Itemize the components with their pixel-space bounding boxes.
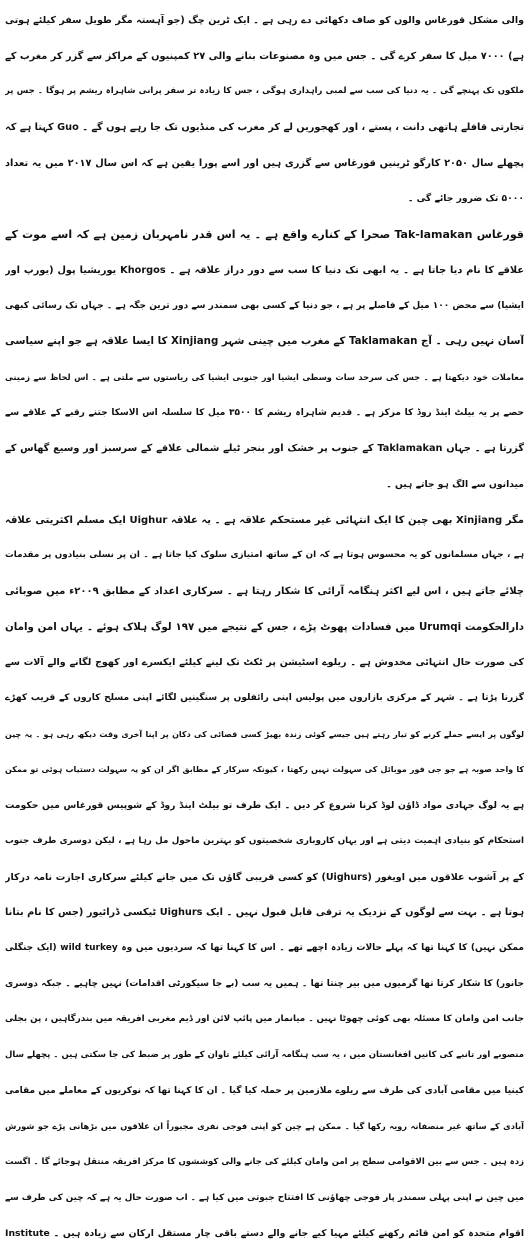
article-line: لوگوں پر ایسے حملے کرنے کو تیار رہتے ہیں جیسے کوئی زندہ بھیڑ کسی قصائی کی دکان پر اپنا آخری وقت دیکھ رہی ہو ۔ یہ چین [5,729,524,739]
article-line: آبادی کے ساتھ غیر منصفانہ رویہ رکھا گیا ۔ ممکن ہے چین کو اپنی فوجی نفری مجبوراً ان علاقوں میں بڑھانی پڑے جو شورش [5,1121,524,1132]
article-line: ممکن نہیں) کا کہنا تھا کہ پہلے حالات زیادہ اچھے تھے ۔ اس کا کہنا تھا کہ سردیوں میں وہ wild turkey (ایک جنگلی [5,942,524,953]
paragraph [5,217,524,503]
article-line: دارالحکومت Urumqi میں فسادات پھوٹ پڑے ، جس کے نتیجے میں ۱۹۷ لوگ ہلاک ہوئے ۔ یہاں امن وامان [5,620,524,633]
article-line: ۵۰۰۰ تک ضرور جائے گی ۔ [408,193,524,205]
article-line: گزرنا پڑتا ہے ۔ شہر کے مرکزی بازاروں میں پولیس اپنی رائفلوں پر سنگینیں لگائے اپنی مسلح کاروں کے قریب کھڑے [5,693,524,704]
article-line: ملکوں تک پہنچے گی ۔ یہ دنیا کی سب سے لمبی راہداری ہوگی ، جس کا زیادہ تر سفر پرانی شاہراہ ریشم پر ہوگا ۔ جس پر [5,86,524,97]
article-line: کے پر آشوب علاقوں میں اویغور (Uighurs) کو کسی قریبی گاؤں تک میں جانے کیلئے سرکاری اجازت نامہ درکار [5,871,524,883]
article-line: تجارتی قافلے ہاتھی دانت ، پستے ، اور کھجوریں لے کر مغرب کی منڈیوں تک جا رہے ہوں گے ۔ Guo کہتا ہے کہ [5,122,524,134]
article-line: ہوتا ہے ۔ بہت سے لوگوں کے نزدیک یہ ترقی قابل قبول نہیں ۔ ایک Uighurs ٹیکسی ڈرائیور (جس کا نام بتانا [5,907,524,919]
article-line: والی مشکل قورغاس والوں کو صاف دکھائی دے رہی ہے ۔ ایک ٹرین چگ (جو آہستہ مگر طویل سفر کیلئے ہوتی [5,15,524,26]
article-line: ایشیا) سے محض ۱۰۰ میل کے فاصلے پر ہے ، جو دنیا کے کسی بھی سمندر سے دور ترین جگہ ہے ۔ جہاں تک رسائی کبھی [5,300,524,311]
article-line: معاملات خود دیکھتا ہے ۔ جس کی سرحد سات وسطی ایشیا اور جنوبی ایشیا کی ریاستوں سے ملتی ہے ۔ اس لحاظ سے زمینی [5,371,524,382]
article-line: کا واحد صوبہ ہے جو جی فور موبائل کی سہولت نہیں رکھتا ، کیونکہ سرکار کے مطابق اگر ان کو یہ سہولت دستیاب ہوئی تو ممکن [5,765,524,775]
article-column [5,3,524,1252]
article-line: جانور) کا شکار کرتا تھا گرمیوں میں بیر چنتا تھا ۔ ہمیں یہ سب (بے جا سیکورٹی اقدامات) نہیں چاہیے ۔ جبکہ دوسری [5,978,524,989]
article-line: جانب امن وامان کا مسئلہ بھی کوئی چھوٹا نہیں ۔ میانمار میں پائپ لائن اور ڈیم مغربی افریقہ میں بندرگاہیں ، پن بجلی [5,1014,524,1025]
article-line: ہے) ۷۰۰۰ میل کا سفر کرے گی ۔ جس میں وہ مصنوعات بنانے والی ۲۷ کمپنیوں کے مراکز سے گزر کر مغرب کے [5,50,524,62]
paragraph [5,3,524,217]
article-line: علاقے کا نام دیا جاتا ہے ۔ یہ ابھی تک دنیا کا سب سے دور دراز علاقہ ہے ۔ Khorgos یوریشیا پول (یورپ اور [5,264,524,276]
article-line: پچھلے سال ۲۰۵۰ کارگو ٹرینیں قورغاس سے گزری ہیں اور اسے پورا یقین ہے کہ اس سال ۲۰۱۷ میں یہ تعداد [5,157,524,169]
article-line: حصے پر یہ بیلٹ اینڈ روڈ کا مرکز ہے ۔ قدیم شاہراہ ریشم کا ۳۵۰۰ میل کا سلسلہ اس الاسکا جتنے رقبے کے علاقے سے [5,407,524,418]
article-line: قورغاس Tak-lamakan صحرا کے کنارے واقع ہے ۔ یہ اس قدر نامہربان زمین ہے کہ اسے موت کے [5,228,524,242]
article-line: میں چین نے اپنی پہلی سمندر پار فوجی چھاؤنی کا افتتاح جبوتی میں کیا ہے ۔ اب صورت حال یہ ہے کہ چین کی طرف سے [5,1192,524,1203]
article-line: میدانوں سے الگ ہو جاتے ہیں ۔ [386,478,524,490]
paragraph [5,503,524,1252]
article-line: ہے ، جہاں مسلمانوں کو یہ محسوس ہوتا ہے کہ ان کے ساتھ امتیازی سلوک کیا جاتا ہے ۔ ان پر نسلی بنیادوں پر مقدمات [5,550,524,561]
article-line: چلائے جاتے ہیں ، اس لیے اکثر ہنگامہ آرائی کا شکار رہتا ہے ۔ سرکاری اعداد کے مطابق ۲۰۰۹ء میں صوبائی [5,586,524,597]
article-line: کی صورت حال انتہائی مخدوش ہے ۔ ریلوے اسٹیشن پر ٹکٹ تک لینے کیلئے ایکسرے اور کھوج لگانے والے آلات سے [5,657,524,669]
article-line: آسان نہیں رہی ۔ آج Taklamakan کے مغرب میں چینی شہر Xinjiang کا ایسا علاقہ ہے جو اپنے سیاسی [5,335,524,348]
article-line: مگر Xinjiang بھی چین کا ایک انتہائی غیر مستحکم علاقہ ہے ۔ یہ علاقہ Uighur ایک مسلم اکثریتی علاقہ [5,514,524,526]
article-line: کینیا میں مقامی آبادی کی طرف سے ریلوے ملازمین پر حملہ کیا گیا ۔ ان کا کہنا تھا کہ نوکریوں کے معاملے میں مقامی [5,1085,524,1096]
article-line: اقوام متحدہ کو امن قائم رکھنے کیلئے مہیا کیے جانے والے دستے باقی چار مستقل ارکان سے زیادہ ہیں ۔ Institute [5,1228,524,1240]
article-line: زدہ ہیں ۔ جس سے بین الاقوامی سطح پر امن وامان کیلئے کی جانے والی کوششوں کا مرکز افریقہ منتقل ہوجائے گا ۔ اگست [5,1157,524,1167]
article-line: استحکام کو بنیادی اہمیت دیتی ہے اور یہاں کاروباری شخصیتوں کو بہترین ماحول مل رہا ہے ، لیکن دوسری طرف جنوب [5,835,524,846]
article-line: گزرتا ہے ۔ جہاں Taklamakan کے جنوب پر خشک اور بنجر ٹیلے شمالی علاقے کے سرسبز اور وسیع گھاس کے [5,443,524,455]
article-line: ہے یہ لوگ جہادی مواد ڈاؤن لوڈ کرنا شروع کر دیں ۔ ایک طرف تو بیلٹ اینڈ روڈ کے شوپیس قورغاس میں حکومت [5,800,524,812]
article-line: منصوبے اور تانبے کی کانیں افغانستان میں ، یہ سب ہنگامہ آرائی کیلئے تاوان کے طور پر ضبط کی جا سکتی ہیں ۔ پچھلے سال [5,1049,524,1060]
